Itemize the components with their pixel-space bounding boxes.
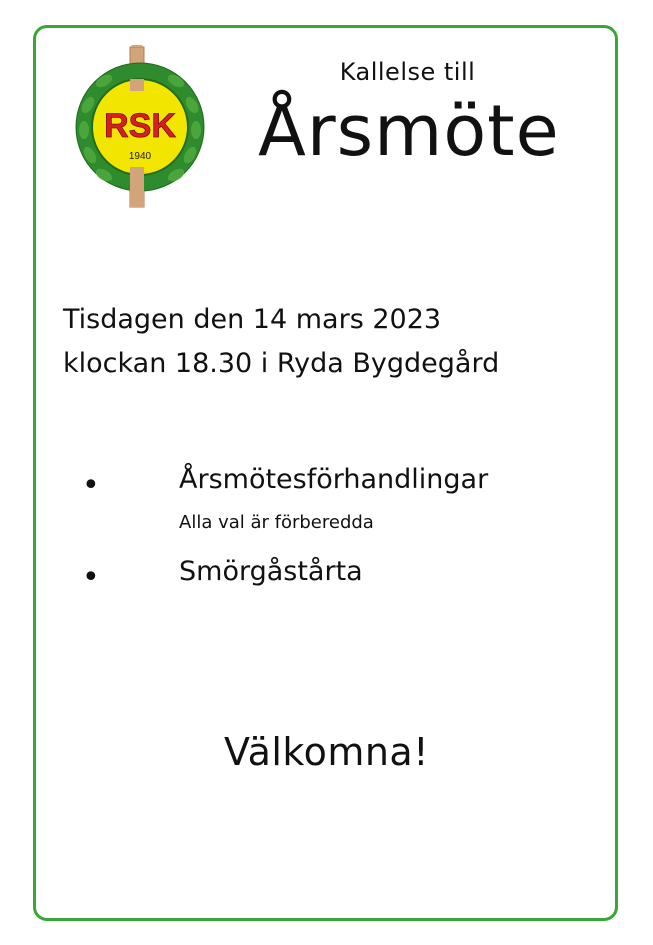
agenda-item-cake: Smörgåstårta bbox=[179, 556, 363, 587]
logo-year: 1940 bbox=[128, 151, 152, 162]
event-date: Tisdagen den 14 mars 2023 bbox=[63, 304, 442, 335]
invitation-subtitle: Kallelse till bbox=[339, 58, 476, 86]
agenda-item-note: Alla val är förberedda bbox=[179, 512, 374, 533]
welcome-text: Välkomna! bbox=[224, 730, 429, 774]
agenda-item-meeting: Årsmötesförhandlingar bbox=[179, 464, 489, 495]
page-title: Årsmöte bbox=[258, 90, 560, 172]
agenda-bullet: • bbox=[82, 560, 100, 595]
rsk-club-logo bbox=[74, 45, 206, 209]
agenda-bullet: • bbox=[82, 468, 100, 503]
logo-letters: RSK bbox=[104, 107, 176, 145]
event-time-place: klockan 18.30 i Ryda Bygdegård bbox=[63, 348, 500, 379]
